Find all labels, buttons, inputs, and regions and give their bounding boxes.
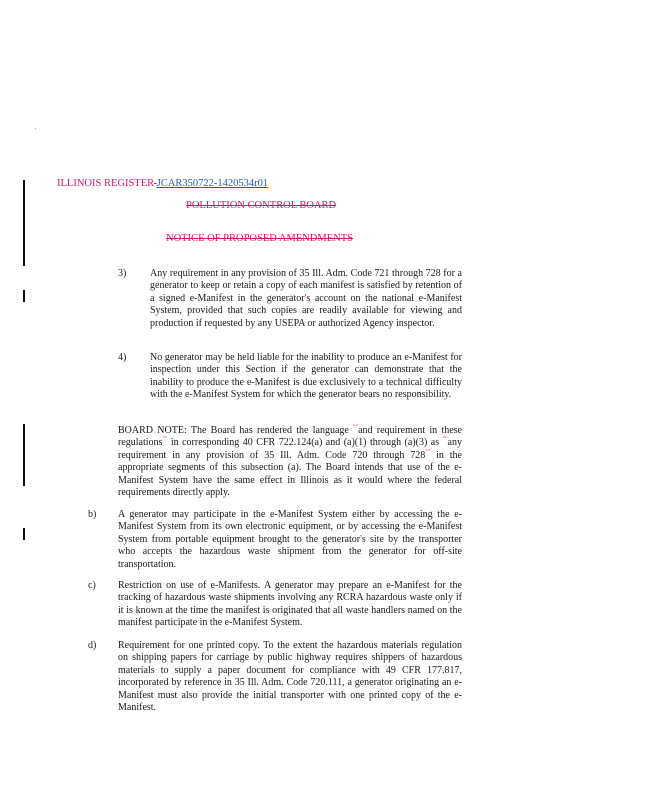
board-title: POLLUTION CONTROL BOARD	[186, 200, 337, 211]
notice-title: NOTICE OF PROPOSED AMENDMENTS	[166, 233, 353, 244]
item-label: b)	[88, 509, 97, 520]
item-label: d)	[88, 640, 97, 651]
revision-bar	[23, 180, 25, 266]
item-label: c)	[88, 580, 96, 591]
item-label: 4)	[118, 352, 127, 363]
revision-bar	[23, 290, 25, 302]
item-d-text: Requirement for one printed copy. To the extent the hazardous materials regulation on shipping papers for carriage by public highway requires shippers of hazardous materials to supply a paper document for compliance with 49 CFR 177.817, incorporated by reference in 35 Ill. Adm. Code 720.111, a generator originating an e-Manifest must also provide the initial transporter with one printed copy of the e-Manifest.	[118, 640, 462, 714]
register-code-link[interactable]: JCAR350722-1420534r01	[156, 178, 269, 189]
scan-speck	[35, 128, 36, 129]
item-label: 3)	[118, 268, 127, 279]
revision-bar	[23, 528, 25, 540]
board-note: BOARD NOTE: The Board has rendered the language ""and requirement in these regulations"" in corresponding 40 CFR 722.124(a) and (a)(1) through (a)(3) as ""any requirement in any provision of 35 Ill. Adm. Code 720 through 728"" in the appropriate segments of this subsection (a). The Board intends that use of the e-Manifest System have the same effect in Illinois as it would where the federal requirements directly apply.	[118, 424, 462, 499]
register-header-line	[57, 178, 268, 190]
item-b-text: A generator may participate in the e-Manifest System either by accessing the e-Manifest System from its own electronic equipment, or by accessing the e-Manifest System from portable equipment brought to the generator's site by the transporter who accepts the hazardous waste shipment from the generator for off-site transportation.	[118, 509, 462, 570]
revision-bar	[23, 424, 25, 486]
item-c-text: Restriction on use of e-Manifests. A generator may prepare an e-Manifest for the tracking of hazardous waste shipments involving any RCRA hazardous waste only if it is known at the time the manifest is originated that all waste handlers named on the manifest participate in the e-Manifest System.	[118, 580, 462, 629]
register-label: ILLINOIS REGISTER	[57, 178, 155, 189]
item-4-text: No generator may be held liable for the inability to produce an e-Manifest for inspection under this Section if the generator can demonstrate that the inability to produce the e-Manifest is due exclusively to a technical difficulty with the e-Manifest System for which the generator bears no responsibility.	[150, 352, 462, 401]
item-3-text: Any requirement in any provision of 35 Ill. Adm. Code 721 through 728 for a generator to keep or retain a copy of each manifest is satisfied by retention of a signed e-Manifest in the generator's account on the national e-Manifest System, provided that such copies are readily available for viewing and production if requested by any USEPA or authorized Agency inspector.	[150, 268, 462, 329]
